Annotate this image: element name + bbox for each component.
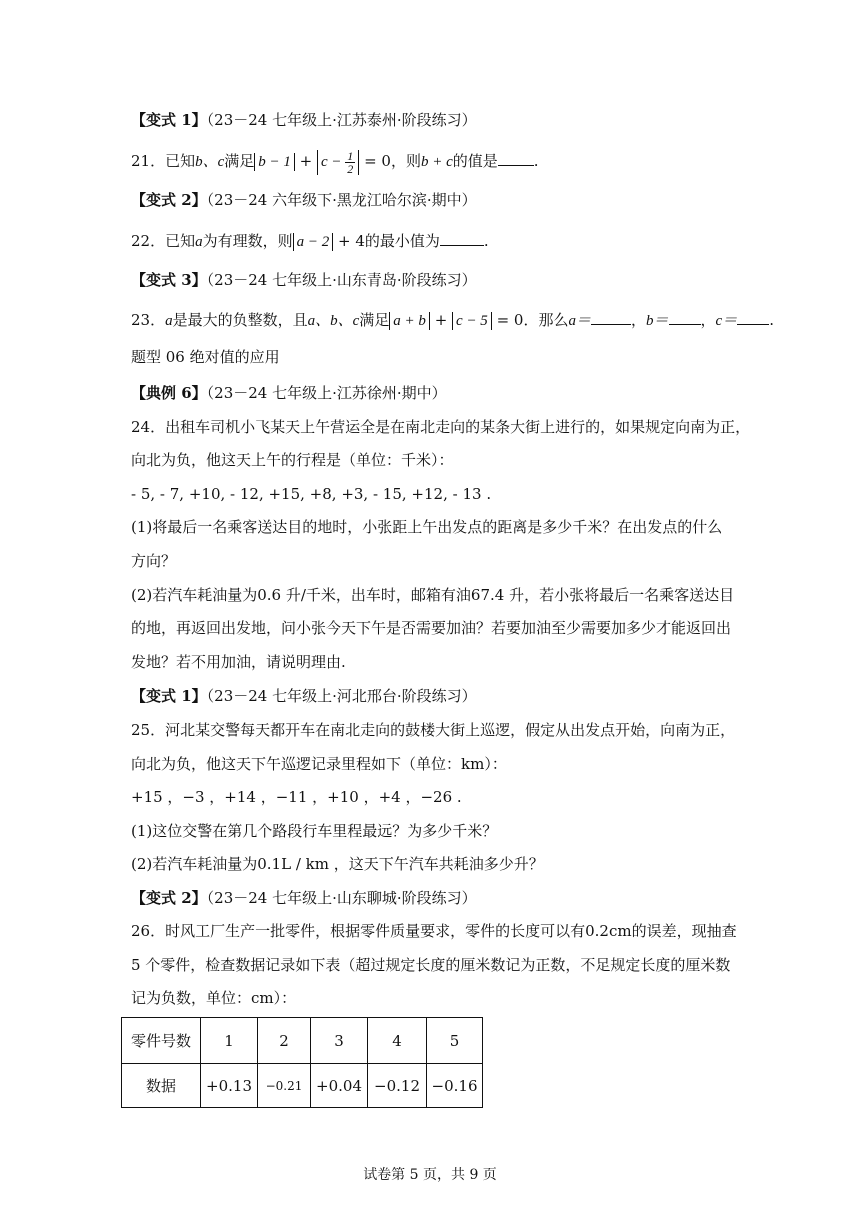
table-cell-number: 3: [311, 1018, 368, 1064]
q21-vars: b、c: [195, 154, 225, 170]
table-cell-number: 5: [427, 1018, 483, 1064]
q25-part-2: (2)若汽车耗油量为0.1L / km ，这天下午汽车共耗油多少升？: [131, 855, 544, 873]
variant-tag: 【变式 3】: [131, 271, 207, 289]
table-cell-value: +0.13: [201, 1064, 258, 1108]
variant-tag: 【变式 2】: [131, 889, 207, 907]
table-row-data: [122, 1064, 483, 1108]
q25-data: +15 ，−3 ，+14 ，−11 ，+10 ，+4 ，−26 .: [131, 788, 462, 806]
table-cell-value: +0.04: [311, 1064, 368, 1108]
parts-data-table: [121, 1017, 483, 1108]
answer-blank-a: [591, 308, 631, 325]
question-21: 21．已知b、c满足 b − 1 + c − $\frac{1}{2}$ = 0，则b + c的值是 .: [131, 149, 539, 177]
variant-tag: 【变式 2】: [131, 191, 207, 209]
table-cell-number: 2: [258, 1018, 311, 1064]
variant-source: （23－24 七年级上·河北邢台·阶段练习）: [206, 687, 477, 705]
variant-tag: 【变式 1】: [131, 111, 207, 129]
table-row-label: 数据: [122, 1064, 201, 1108]
question-22: 22．已知a为有理数，则 a − 2 + 4的最小值为 .: [131, 229, 750, 253]
answer-blank-b: [669, 308, 701, 325]
q24-line-1: 24．出租车司机小飞某天上午营运全是在南北走向的某条大街上进行的，如果规定向南为正，: [131, 418, 751, 436]
q25-line-2: 向北为负，他这天下午巡逻记录里程如下（单位：km）：: [131, 755, 507, 773]
q24-part2-line-1: (2)若汽车耗油量为0.6 升/千米，出车时，邮箱有油67.4 升，若小张将最后一名乘客送达目: [131, 586, 735, 604]
q22-mid: 为有理数，则: [202, 232, 293, 250]
variant-source: （23－24 六年级下·黑龙江哈尔滨·期中）: [206, 191, 477, 209]
variant-source: （23－24 七年级上·山东青岛·阶段练习）: [206, 271, 477, 289]
example-header-24: [131, 382, 750, 404]
answer-blank: [440, 229, 484, 246]
q25-line-1: 25．河北某交警每天都开车在南北走向的鼓楼大街上巡逻，假定从出发点开始，向南为正，: [131, 721, 736, 739]
q26-line-2: 5 个零件，检查数据记录如下表（超过规定长度的厘米数记为正数，不足规定长度的厘米数: [131, 956, 731, 974]
variant-header-22: [131, 189, 750, 211]
q24-part1-line-1: (1)将最后一名乘客送达目的地时，小张距上午出发点的距离是多少千米？在出发点的什么: [131, 518, 723, 536]
table-cell-value: −0.16: [427, 1064, 483, 1108]
variant-source: （23－24 七年级上·江苏泰州·阶段练习）: [206, 111, 477, 129]
q23-abs-2: c − 5: [452, 312, 492, 330]
q22-prefix: 22．已知: [131, 232, 196, 250]
section-title: 题型 06 绝对值的应用: [131, 348, 280, 366]
q22-abs: a − 2: [293, 233, 334, 251]
q21-fraction: $\frac{1}{2}$: [347, 149, 354, 177]
table-cell-value: −0.12: [368, 1064, 427, 1108]
q21-mid: 满足: [224, 152, 255, 170]
question-23: 23．a是最大的负整数，且a、b、c满足 a + b + c − 5 = 0．那么a＝ ，b＝ ，c＝ .: [131, 308, 750, 332]
q21-prefix: 21．已知: [131, 152, 196, 170]
q26-line-1: 26．时风工厂生产一批零件，根据零件质量要求，零件的长度可以有0.2cm的误差，现抽查: [131, 922, 737, 940]
q21-sum: b + c: [420, 154, 453, 170]
q24-line-2: 向北为负，他这天上午的行程是（单位：千米）：: [131, 451, 454, 469]
q26-line-3: 记为负数，单位：cm）：: [131, 989, 297, 1007]
q21-abs-1: b − 1: [254, 153, 295, 171]
table-cell-number: 1: [201, 1018, 258, 1064]
variant-header-25: [131, 685, 750, 707]
q24-part1-line-2: 方向？: [131, 552, 177, 570]
q24-part2-line-3: 发地？若不用加油，请说明理由.: [131, 653, 346, 671]
example-source: （23－24 七年级上·江苏徐州·期中）: [206, 384, 447, 402]
answer-blank-c: [737, 308, 769, 325]
q22-plus: + 4: [333, 232, 365, 250]
variant-header-26: [131, 887, 750, 909]
page-footer: 试卷第 5 页，共 9 页: [363, 1167, 497, 1183]
answer-blank: [498, 149, 534, 166]
table-cell-value: −0.21: [258, 1064, 311, 1108]
table-cell-number: 4: [368, 1018, 427, 1064]
q23-abs-1: a + b: [389, 312, 430, 330]
table-header-label: 零件号数: [122, 1018, 201, 1064]
table-row-header: [122, 1018, 483, 1064]
q22-var: a: [195, 234, 203, 250]
q24-part2-line-2: 的地，再返回出发地，问小张今天下午是否需要加油？若要加油至少需要加多少才能返回出: [131, 619, 732, 637]
q21-eq: = 0，则: [359, 152, 421, 170]
q21-abs-2: c − $\frac{1}{2}$: [317, 150, 359, 175]
q22-post: 的最小值为: [364, 232, 440, 250]
example-tag: 【典例 6】: [131, 384, 207, 402]
q25-part-1: (1)这位交警在第几个路段行车里程最远？为多少千米？: [131, 822, 498, 840]
variant-header-21: [131, 109, 750, 131]
variant-source: （23－24 七年级上·山东聊城·阶段练习）: [206, 889, 477, 907]
variant-header-23: [131, 269, 750, 291]
variant-tag: 【变式 1】: [131, 687, 207, 705]
q24-data: - 5, - 7, +10, - 12, +15, +8, +3, - 15, +12, - 13 .: [131, 485, 492, 503]
q21-post: 的值是: [452, 152, 498, 170]
